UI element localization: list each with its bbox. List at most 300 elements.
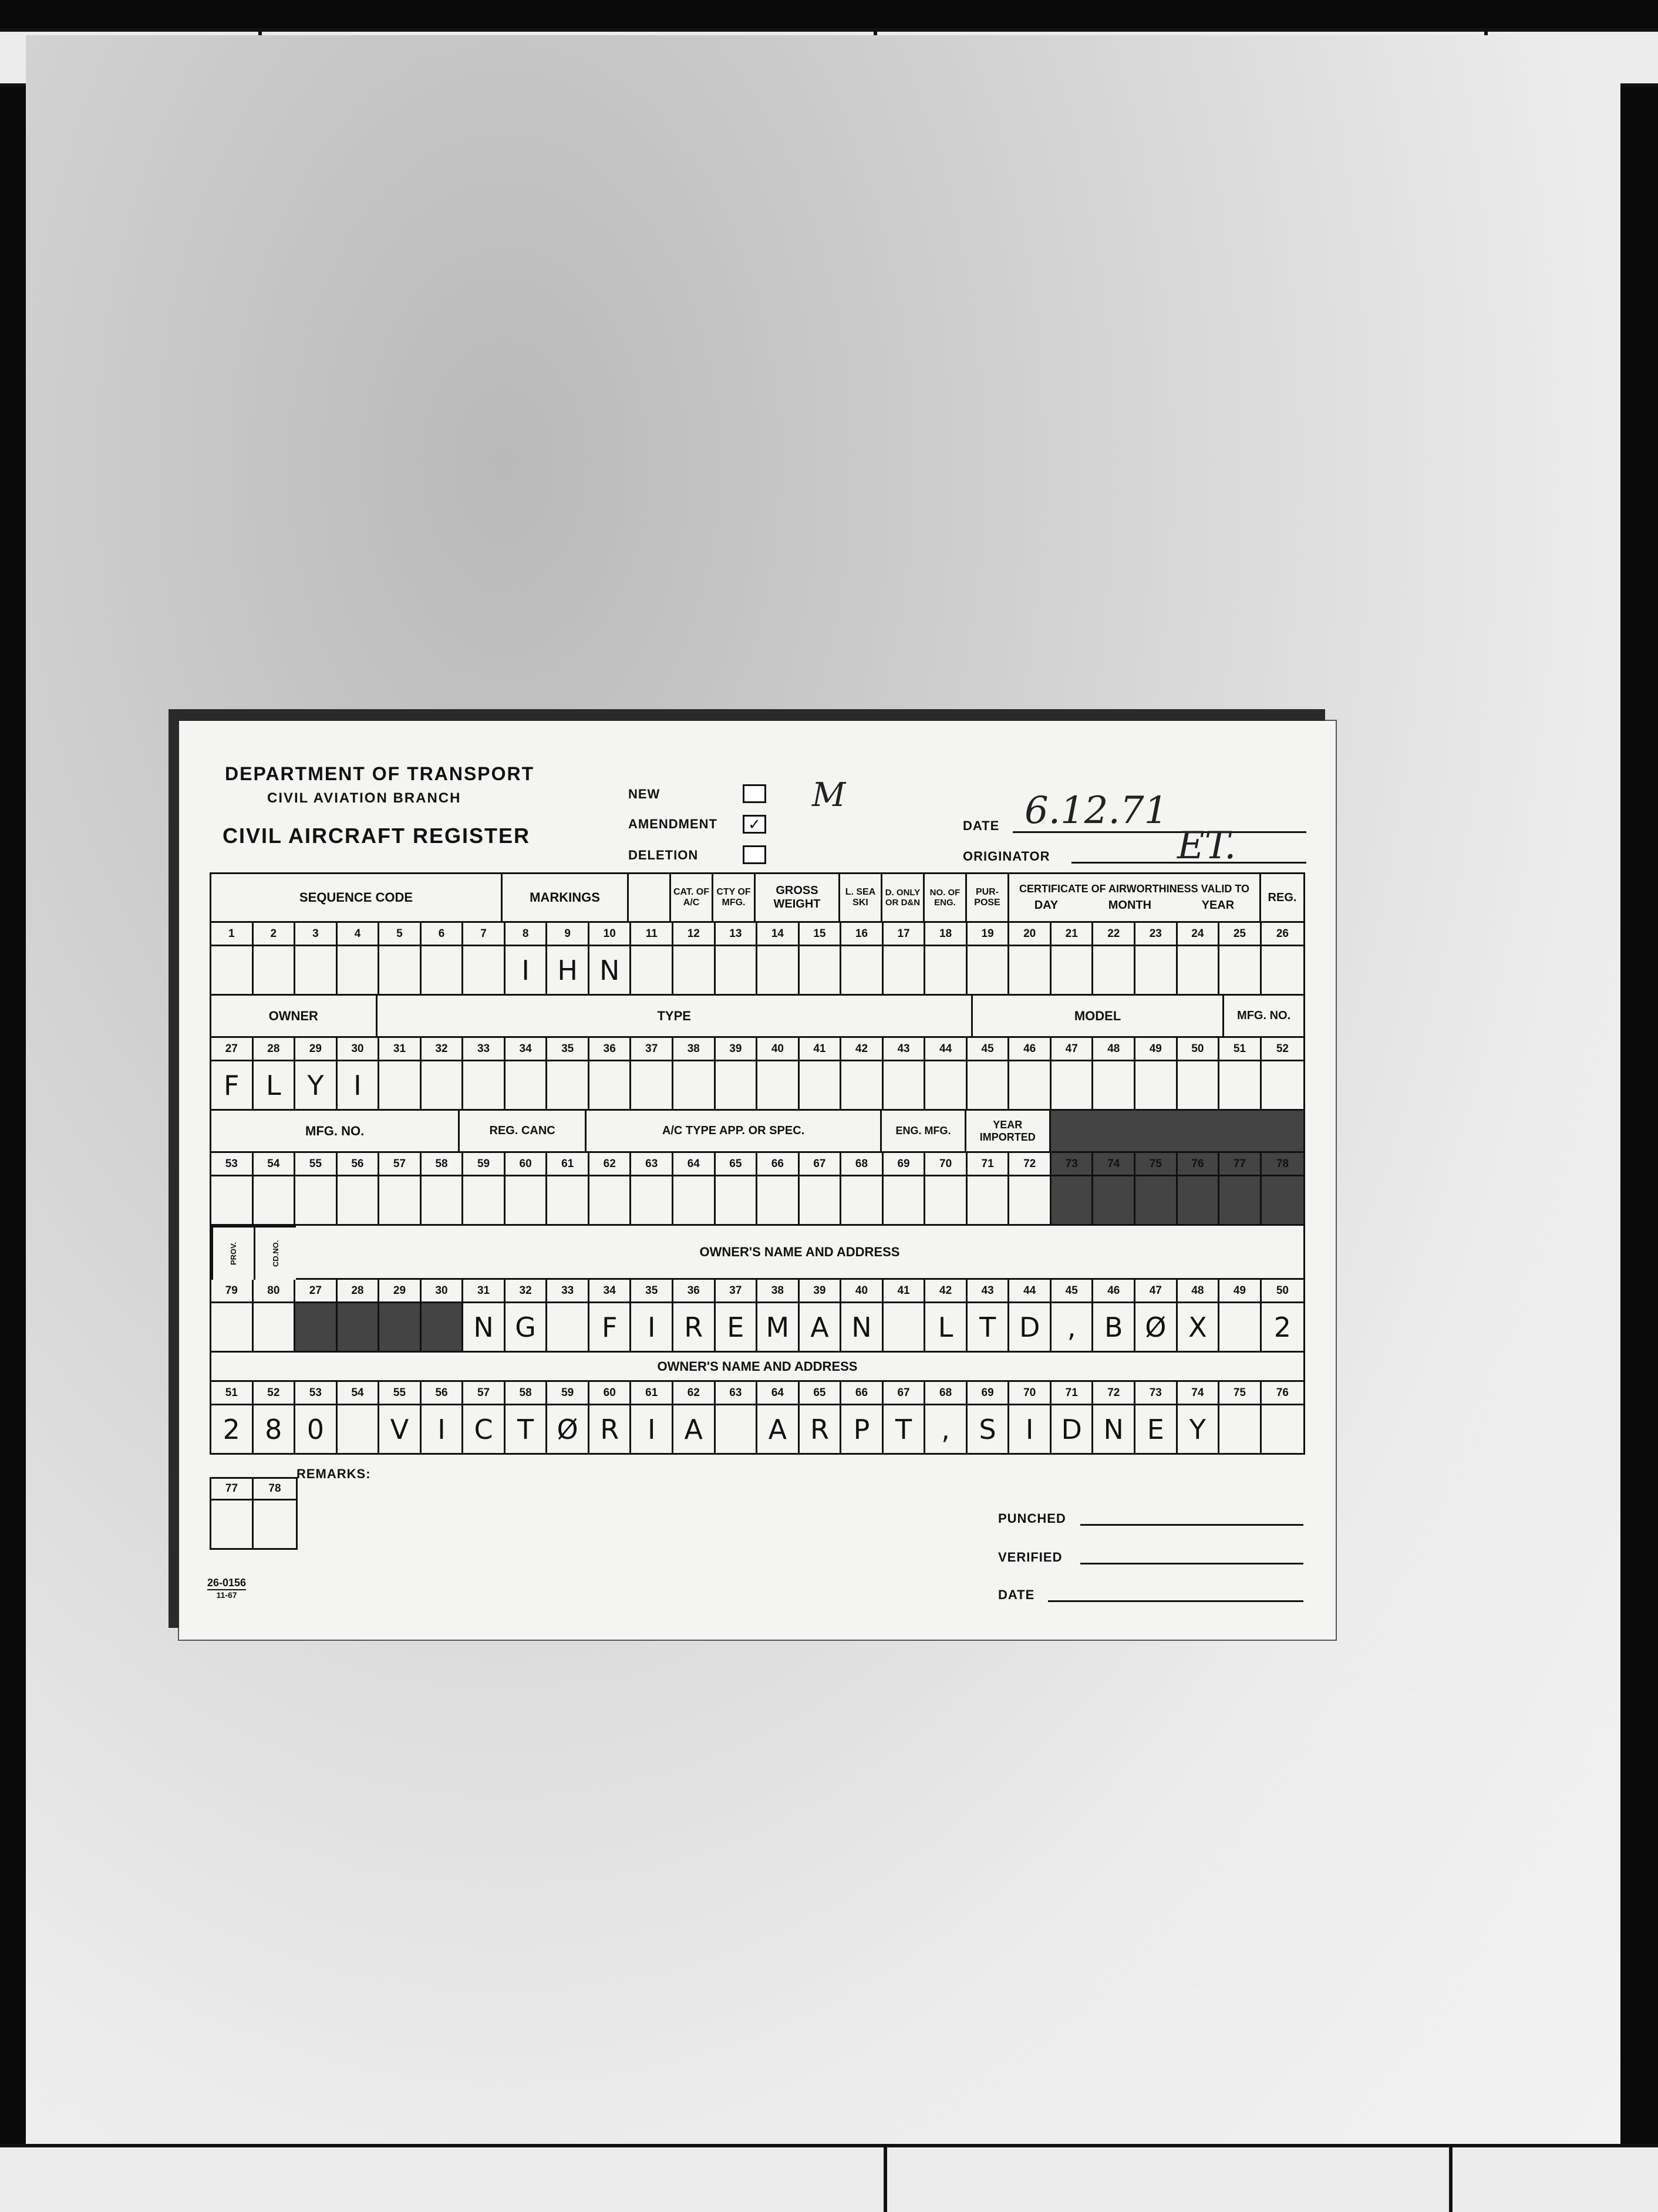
cert-month: MONTH <box>1108 899 1152 912</box>
entry-cell[interactable]: X <box>1178 1303 1220 1353</box>
column-number: 62 <box>673 1382 716 1405</box>
entry-cell[interactable] <box>547 1061 589 1111</box>
column-number: 51 <box>1219 1038 1262 1061</box>
column-number: 19 <box>968 923 1010 946</box>
entry-cell[interactable]: Ø <box>1135 1303 1178 1353</box>
entry-cell[interactable]: 0 <box>295 1405 338 1455</box>
register-grid <box>210 872 1305 1455</box>
column-number: 54 <box>254 1153 296 1176</box>
originator-label: ORIGINATOR <box>963 849 1050 864</box>
entry-cell[interactable] <box>422 946 464 996</box>
entry-cell[interactable] <box>1135 1061 1178 1111</box>
entry-cell[interactable]: A <box>800 1303 842 1353</box>
entry-cell[interactable]: T <box>968 1303 1010 1353</box>
column-number: 15 <box>800 923 842 946</box>
cert-year: YEAR <box>1201 899 1235 912</box>
column-number: 44 <box>925 1038 968 1061</box>
entry-cell[interactable] <box>1009 946 1052 996</box>
remarks-num-77: 77 <box>211 1477 254 1500</box>
entry-cell[interactable] <box>673 946 716 996</box>
column-number: 72 <box>1009 1153 1052 1176</box>
header-eng-mfg: ENG. MFG. <box>882 1111 966 1153</box>
entry-cell[interactable] <box>589 1176 632 1226</box>
entry-cell[interactable] <box>506 1061 548 1111</box>
entry-cell[interactable]: A <box>673 1405 716 1455</box>
date-label: DATE <box>963 818 1000 833</box>
column-number: 46 <box>1009 1038 1052 1061</box>
entry-cell[interactable]: I <box>631 1303 673 1353</box>
column-number: 69 <box>884 1153 926 1176</box>
column-number: 3 <box>295 923 338 946</box>
column-number: 74 <box>1093 1153 1135 1176</box>
entry-cell[interactable] <box>1009 1061 1052 1111</box>
remarks-label: REMARKS: <box>296 1466 371 1481</box>
header-prov: PROV. <box>211 1226 254 1280</box>
column-number: 39 <box>800 1280 842 1303</box>
entry-cell[interactable] <box>1052 946 1094 996</box>
entry-cell[interactable] <box>841 1061 884 1111</box>
entry-cell[interactable]: S <box>968 1405 1010 1455</box>
entry-cell[interactable] <box>422 1176 464 1226</box>
column-number: 70 <box>1009 1382 1052 1405</box>
header-sequence-code: SEQUENCE CODE <box>211 872 503 923</box>
entry-cell[interactable] <box>631 1061 673 1111</box>
entry-cell[interactable] <box>1262 946 1306 996</box>
column-number: 42 <box>841 1038 884 1061</box>
entry-cell[interactable] <box>463 1061 506 1111</box>
form-number <box>207 1577 246 1600</box>
entry-cell[interactable]: Y <box>295 1061 338 1111</box>
entry-cell[interactable] <box>1135 946 1178 996</box>
entry-cell[interactable]: C <box>463 1405 506 1455</box>
column-number: 58 <box>506 1382 548 1405</box>
entry-cell[interactable]: F <box>589 1303 632 1353</box>
amendment-checkbox[interactable] <box>743 815 766 834</box>
column-number: 47 <box>1052 1038 1094 1061</box>
entry-cell[interactable]: L <box>925 1303 968 1353</box>
column-number: 2 <box>254 923 296 946</box>
column-number: 59 <box>547 1382 589 1405</box>
column-number: 80 <box>254 1280 296 1303</box>
entry-cell[interactable] <box>800 946 842 996</box>
column-number: 1 <box>211 923 254 946</box>
form-number-date: 11-67 <box>216 1590 237 1600</box>
entry-cell[interactable] <box>379 1303 422 1353</box>
column-number: 25 <box>1219 923 1262 946</box>
entry-cell[interactable]: I <box>338 1061 380 1111</box>
remarks-cell-78[interactable] <box>254 1500 298 1550</box>
entry-cell[interactable]: L <box>254 1061 296 1111</box>
column-number: 45 <box>968 1038 1010 1061</box>
header-year-imported: YEAR IMPORTED <box>966 1111 1051 1153</box>
column-number: 41 <box>800 1038 842 1061</box>
column-number: 40 <box>757 1038 800 1061</box>
column-number: 53 <box>295 1382 338 1405</box>
header-cd-no: CD.NO. <box>254 1226 296 1280</box>
column-number: 18 <box>925 923 968 946</box>
entry-cell[interactable]: A <box>757 1405 800 1455</box>
column-number: 29 <box>295 1038 338 1061</box>
column-number: 31 <box>463 1280 506 1303</box>
entry-cell[interactable] <box>757 1061 800 1111</box>
row2-values <box>210 1061 1305 1111</box>
column-number: 61 <box>631 1382 673 1405</box>
entry-cell[interactable] <box>884 946 926 996</box>
new-checkbox[interactable] <box>743 784 766 803</box>
verified-line <box>1080 1563 1303 1564</box>
row2-headers <box>210 996 1305 1038</box>
entry-cell[interactable] <box>1219 946 1262 996</box>
column-number: 64 <box>757 1382 800 1405</box>
entry-cell[interactable] <box>547 1176 589 1226</box>
header-markings: MARKINGS <box>503 872 629 923</box>
entry-cell[interactable] <box>1262 1405 1306 1455</box>
entry-cell[interactable] <box>1052 1176 1094 1226</box>
entry-cell[interactable]: D <box>1009 1303 1052 1353</box>
entry-cell[interactable] <box>716 946 758 996</box>
entry-cell[interactable] <box>716 1405 758 1455</box>
column-number: 62 <box>589 1153 632 1176</box>
entry-cell[interactable]: I <box>631 1405 673 1455</box>
column-number: 14 <box>757 923 800 946</box>
entry-cell[interactable] <box>1219 1303 1262 1353</box>
column-number: 45 <box>1052 1280 1094 1303</box>
header-sea-ski: L. SEA SKI <box>840 872 882 923</box>
footer-date-line <box>1048 1600 1303 1602</box>
entry-cell[interactable] <box>925 1061 968 1111</box>
entry-cell[interactable] <box>925 946 968 996</box>
entry-cell[interactable]: N <box>463 1303 506 1353</box>
register-title: CIVIL AIRCRAFT REGISTER <box>223 824 531 848</box>
column-number: 43 <box>884 1038 926 1061</box>
entry-cell[interactable] <box>463 1176 506 1226</box>
entry-cell[interactable] <box>254 1303 296 1353</box>
entry-cell[interactable]: I <box>1009 1405 1052 1455</box>
column-number: 71 <box>1052 1382 1094 1405</box>
entry-cell[interactable]: H <box>547 946 589 996</box>
column-number: 60 <box>506 1153 548 1176</box>
column-number: 63 <box>631 1153 673 1176</box>
column-number: 53 <box>211 1153 254 1176</box>
entry-cell[interactable] <box>295 1303 338 1353</box>
column-number: 57 <box>463 1382 506 1405</box>
row4-headers <box>210 1226 1305 1280</box>
entry-cell[interactable] <box>631 946 673 996</box>
column-number: 48 <box>1093 1038 1135 1061</box>
header-ac-type: A/C TYPE APP. OR SPEC. <box>587 1111 882 1153</box>
originator-value[interactable]: ET. <box>1177 824 1236 868</box>
column-number: 5 <box>379 923 422 946</box>
handwritten-mark: M <box>812 776 846 814</box>
column-number: 66 <box>841 1382 884 1405</box>
entry-cell[interactable] <box>673 1176 716 1226</box>
entry-cell[interactable]: 8 <box>254 1405 296 1455</box>
entry-cell[interactable]: R <box>673 1303 716 1353</box>
check-icon: ✓ <box>748 815 761 833</box>
column-number: 27 <box>211 1038 254 1061</box>
date-value[interactable]: 6.12.71 <box>1025 789 1168 832</box>
column-number: 31 <box>379 1038 422 1061</box>
new-label: NEW <box>628 787 660 801</box>
column-number: 76 <box>1262 1382 1306 1405</box>
column-number: 73 <box>1135 1382 1178 1405</box>
entry-cell[interactable] <box>379 1176 422 1226</box>
entry-cell[interactable] <box>211 946 254 996</box>
entry-cell[interactable] <box>338 1176 380 1226</box>
column-number: 35 <box>631 1280 673 1303</box>
header-reg-canc: REG. CANC <box>460 1111 587 1153</box>
remarks-num-78: 78 <box>254 1477 298 1500</box>
column-number: 32 <box>506 1280 548 1303</box>
entry-cell[interactable] <box>338 1405 380 1455</box>
column-number: 77 <box>1219 1153 1262 1176</box>
column-number: 17 <box>884 923 926 946</box>
column-number: 12 <box>673 923 716 946</box>
column-number: 76 <box>1178 1153 1220 1176</box>
entry-cell[interactable] <box>1219 1176 1262 1226</box>
entry-cell[interactable] <box>211 1176 254 1226</box>
column-number: 35 <box>547 1038 589 1061</box>
column-number: 30 <box>422 1280 464 1303</box>
column-number: 56 <box>338 1153 380 1176</box>
entry-cell[interactable] <box>800 1061 842 1111</box>
entry-cell[interactable] <box>884 1176 926 1226</box>
column-number: 23 <box>1135 923 1178 946</box>
entry-cell[interactable]: , <box>925 1405 968 1455</box>
column-number: 6 <box>422 923 464 946</box>
entry-cell[interactable] <box>631 1176 673 1226</box>
column-number: 22 <box>1093 923 1135 946</box>
entry-cell[interactable]: D <box>1052 1405 1094 1455</box>
header-cert <box>1009 872 1261 923</box>
entry-cell[interactable]: E <box>1135 1405 1178 1455</box>
column-number: 72 <box>1093 1382 1135 1405</box>
column-number: 55 <box>379 1382 422 1405</box>
header-cat: CAT. OF A/C <box>671 872 713 923</box>
column-number: 66 <box>757 1153 800 1176</box>
column-number: 63 <box>716 1382 758 1405</box>
column-number: 30 <box>338 1038 380 1061</box>
column-number: 16 <box>841 923 884 946</box>
entry-cell[interactable] <box>1052 1061 1094 1111</box>
column-number: 64 <box>673 1153 716 1176</box>
entry-cell[interactable] <box>338 1303 380 1353</box>
column-number: 32 <box>422 1038 464 1061</box>
entry-cell[interactable]: N <box>841 1303 884 1353</box>
header-mfg-no: MFG. NO. <box>1224 996 1305 1038</box>
column-number: 10 <box>589 923 632 946</box>
cert-title: CERTIFICATE OF AIRWORTHINESS VALID TO <box>1019 883 1249 895</box>
entry-cell[interactable] <box>463 946 506 996</box>
dept-heading: DEPARTMENT OF TRANSPORT <box>225 763 535 784</box>
entry-cell[interactable] <box>1009 1176 1052 1226</box>
entry-cell[interactable] <box>379 946 422 996</box>
deletion-label: DELETION <box>628 848 699 862</box>
entry-cell[interactable] <box>841 1176 884 1226</box>
row5-headers <box>210 1353 1305 1382</box>
column-number: 34 <box>506 1038 548 1061</box>
column-number: 21 <box>1052 923 1094 946</box>
column-number: 75 <box>1135 1153 1178 1176</box>
row5-numbers <box>210 1382 1305 1405</box>
column-number: 7 <box>463 923 506 946</box>
column-number: 40 <box>841 1280 884 1303</box>
entry-cell[interactable] <box>757 946 800 996</box>
entry-cell[interactable] <box>1093 946 1135 996</box>
column-number: 51 <box>211 1382 254 1405</box>
entry-cell[interactable] <box>968 946 1010 996</box>
row1-numbers <box>210 923 1305 946</box>
column-number: 70 <box>925 1153 968 1176</box>
entry-cell[interactable] <box>254 946 296 996</box>
column-number: 20 <box>1009 923 1052 946</box>
entry-cell[interactable] <box>506 1176 548 1226</box>
row4-values <box>210 1303 1305 1353</box>
entry-cell[interactable]: Y <box>1178 1405 1220 1455</box>
entry-cell[interactable] <box>1093 1176 1135 1226</box>
remarks-cell-77[interactable] <box>211 1500 254 1550</box>
row1-values <box>210 946 1305 996</box>
column-number: 44 <box>1009 1280 1052 1303</box>
row3-numbers <box>210 1153 1305 1176</box>
entry-cell[interactable] <box>211 1303 254 1353</box>
entry-cell[interactable] <box>925 1176 968 1226</box>
entry-cell[interactable] <box>547 1303 589 1353</box>
column-number: 65 <box>716 1153 758 1176</box>
header-no-eng: NO. OF ENG. <box>925 872 967 923</box>
entry-cell[interactable]: E <box>716 1303 758 1353</box>
entry-cell[interactable]: 2 <box>1262 1303 1306 1353</box>
column-number: 55 <box>295 1153 338 1176</box>
entry-cell[interactable] <box>1262 1061 1306 1111</box>
deletion-checkbox[interactable] <box>743 845 766 864</box>
remarks-box <box>210 1477 298 1550</box>
entry-cell[interactable] <box>884 1303 926 1353</box>
entry-cell[interactable] <box>1219 1405 1262 1455</box>
row4-numbers <box>210 1280 1305 1303</box>
footer-date-label: DATE <box>998 1587 1035 1602</box>
header-owner-name-1: OWNER'S NAME AND ADDRESS <box>296 1226 1305 1280</box>
entry-cell[interactable] <box>295 946 338 996</box>
entry-cell[interactable]: N <box>589 946 632 996</box>
entry-cell[interactable] <box>841 946 884 996</box>
entry-cell[interactable]: F <box>211 1061 254 1111</box>
entry-cell[interactable] <box>1178 1061 1220 1111</box>
header-reg: REG. <box>1261 872 1305 923</box>
entry-cell[interactable] <box>589 1061 632 1111</box>
column-number: 68 <box>841 1153 884 1176</box>
entry-cell[interactable] <box>1135 1176 1178 1226</box>
column-number: 37 <box>716 1280 758 1303</box>
column-number: 67 <box>800 1153 842 1176</box>
entry-cell[interactable] <box>1262 1176 1306 1226</box>
row3-values <box>210 1176 1305 1226</box>
header-model: MODEL <box>973 996 1224 1038</box>
column-number: 28 <box>338 1280 380 1303</box>
column-number: 38 <box>757 1280 800 1303</box>
register-card <box>179 721 1336 1640</box>
entry-cell[interactable] <box>422 1061 464 1111</box>
column-number: 75 <box>1219 1382 1262 1405</box>
entry-cell[interactable]: T <box>884 1405 926 1455</box>
column-number: 4 <box>338 923 380 946</box>
entry-cell[interactable]: P <box>841 1405 884 1455</box>
entry-cell[interactable] <box>884 1061 926 1111</box>
entry-cell[interactable]: R <box>589 1405 632 1455</box>
entry-cell[interactable] <box>968 1061 1010 1111</box>
entry-cell[interactable] <box>295 1176 338 1226</box>
verified-label: VERIFIED <box>998 1550 1063 1564</box>
header-mfg-no-2: MFG. NO. <box>211 1111 460 1153</box>
row5-values <box>210 1405 1305 1455</box>
column-number: 41 <box>884 1280 926 1303</box>
column-number: 50 <box>1178 1038 1220 1061</box>
cert-day: DAY <box>1034 899 1059 912</box>
entry-cell[interactable]: G <box>506 1303 548 1353</box>
column-number: 46 <box>1093 1280 1135 1303</box>
column-number: 71 <box>968 1153 1010 1176</box>
column-number: 37 <box>631 1038 673 1061</box>
entry-cell[interactable]: 2 <box>211 1405 254 1455</box>
entry-cell[interactable] <box>716 1061 758 1111</box>
entry-cell[interactable] <box>757 1176 800 1226</box>
header-blank <box>629 872 671 923</box>
column-number: 36 <box>589 1038 632 1061</box>
entry-cell[interactable] <box>673 1061 716 1111</box>
column-number: 36 <box>673 1280 716 1303</box>
entry-cell[interactable]: Ø <box>547 1405 589 1455</box>
entry-cell[interactable]: V <box>379 1405 422 1455</box>
entry-cell[interactable]: M <box>757 1303 800 1353</box>
column-number: 27 <box>295 1280 338 1303</box>
entry-cell[interactable]: I <box>506 946 548 996</box>
column-number: 59 <box>463 1153 506 1176</box>
column-number: 78 <box>1262 1153 1306 1176</box>
column-number: 58 <box>422 1153 464 1176</box>
entry-cell[interactable] <box>379 1061 422 1111</box>
column-number: 50 <box>1262 1280 1306 1303</box>
entry-cell[interactable] <box>1178 1176 1220 1226</box>
column-number: 39 <box>716 1038 758 1061</box>
entry-cell[interactable] <box>1178 946 1220 996</box>
entry-cell[interactable]: T <box>506 1405 548 1455</box>
column-number: 52 <box>254 1382 296 1405</box>
column-number: 11 <box>631 923 673 946</box>
entry-cell[interactable] <box>422 1303 464 1353</box>
column-number: 68 <box>925 1382 968 1405</box>
entry-cell[interactable]: N <box>1093 1405 1135 1455</box>
entry-cell[interactable] <box>254 1176 296 1226</box>
entry-cell[interactable] <box>1219 1061 1262 1111</box>
entry-cell[interactable] <box>716 1176 758 1226</box>
entry-cell[interactable] <box>800 1176 842 1226</box>
column-number: 28 <box>254 1038 296 1061</box>
column-number: 69 <box>968 1382 1010 1405</box>
column-number: 47 <box>1135 1280 1178 1303</box>
column-number: 52 <box>1262 1038 1306 1061</box>
column-number: 60 <box>589 1382 632 1405</box>
column-number: 74 <box>1178 1382 1220 1405</box>
entry-cell[interactable]: I <box>422 1405 464 1455</box>
form-number-code: 26-0156 <box>207 1577 246 1590</box>
entry-cell[interactable]: R <box>800 1405 842 1455</box>
entry-cell[interactable] <box>1093 1061 1135 1111</box>
entry-cell[interactable]: , <box>1052 1303 1094 1353</box>
entry-cell[interactable] <box>968 1176 1010 1226</box>
entry-cell[interactable]: B <box>1093 1303 1135 1353</box>
entry-cell[interactable] <box>338 946 380 996</box>
column-number: 29 <box>379 1280 422 1303</box>
